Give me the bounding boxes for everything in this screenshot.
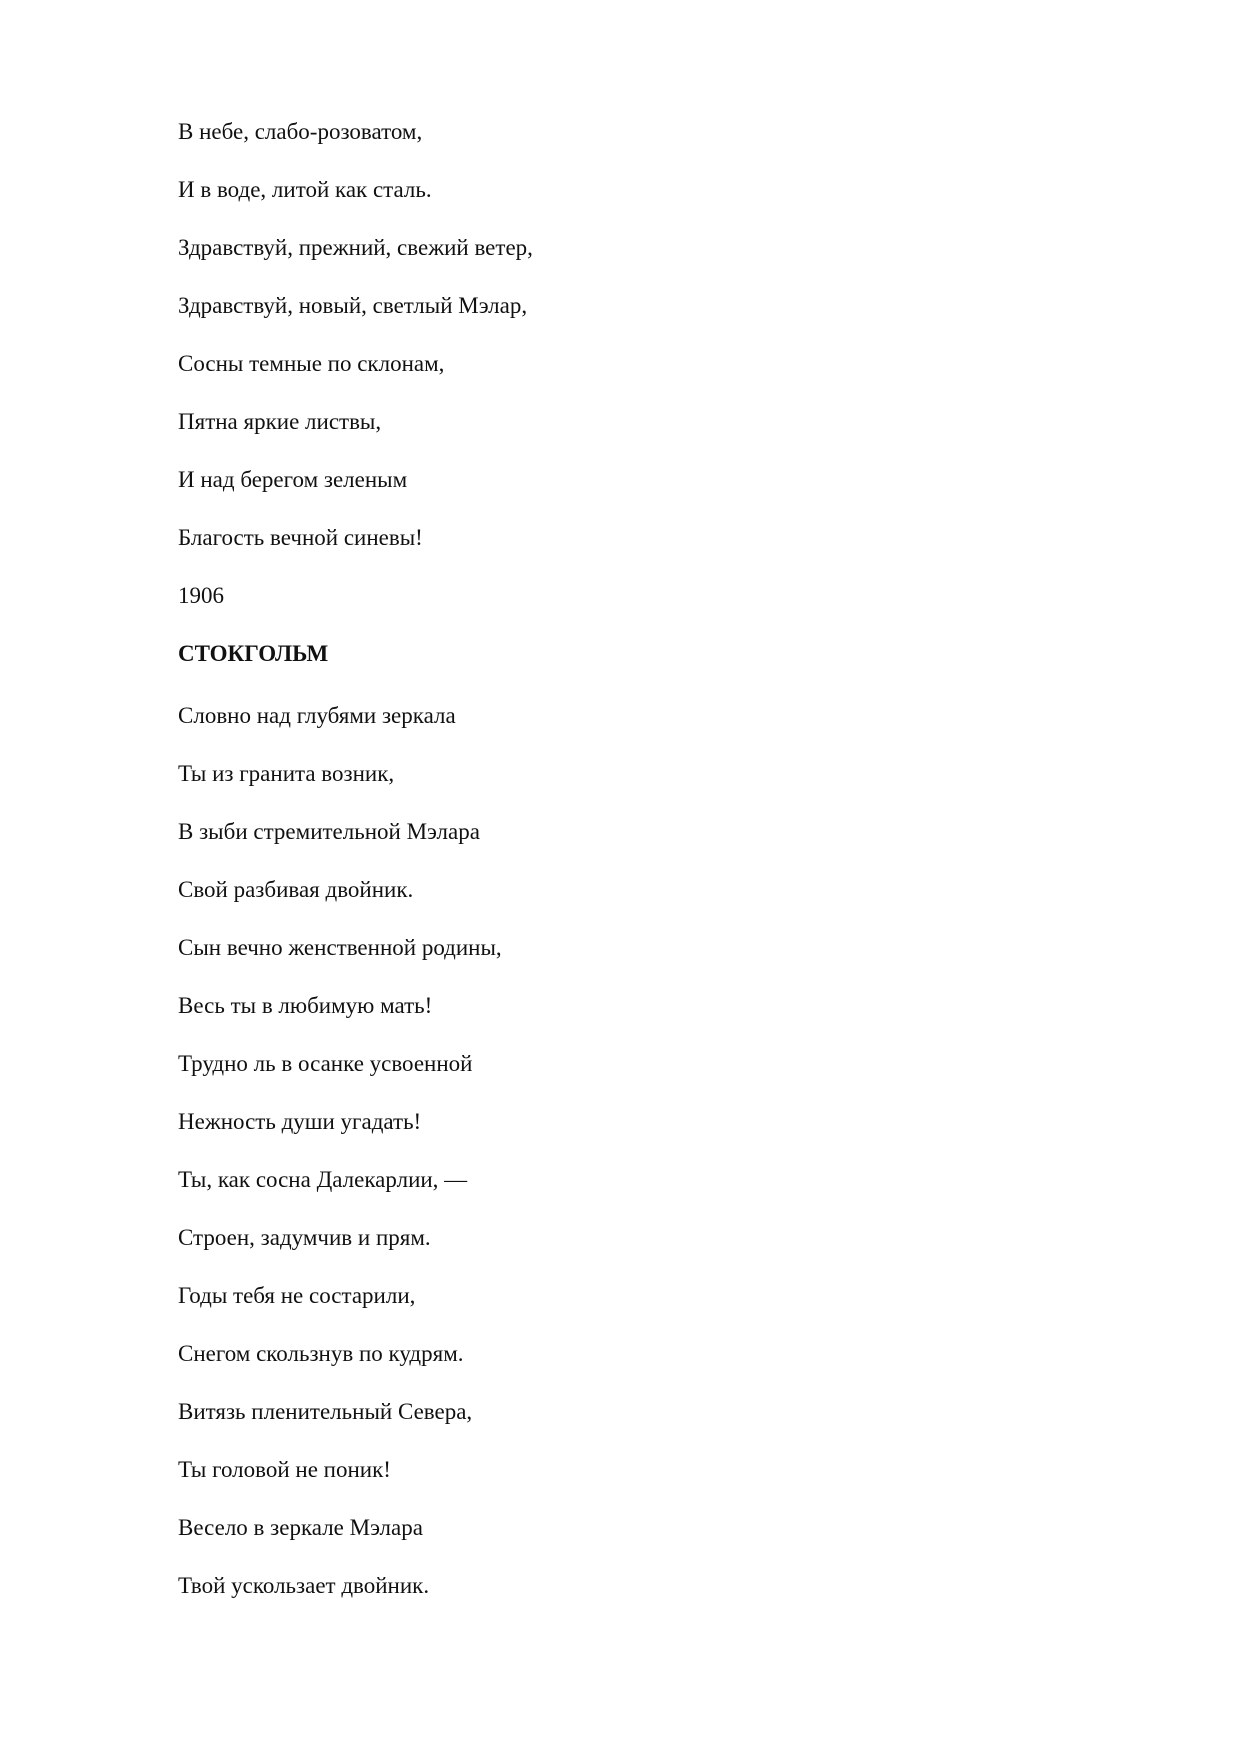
poem-line: Трудно ль в осанке усвоенной <box>178 1051 473 1076</box>
poem-line: И над берегом зеленым <box>178 467 408 492</box>
poem-line: Сын вечно женственной родины, <box>178 935 502 960</box>
poem-line: Сосны темные по склонам, <box>178 351 445 376</box>
poem-line: Снегом скользнув по кудрям. <box>178 1341 464 1366</box>
poem-line: Здравствуй, новый, светлый Мэлар, <box>178 293 528 318</box>
poem-line: Свой разбивая двойник. <box>178 877 414 902</box>
poem-line: Ты, как сосна Далекарлии, — <box>178 1167 468 1192</box>
poem-line: Ты из гранита возник, <box>178 761 395 786</box>
poem-line: Весь ты в любимую мать! <box>178 993 433 1018</box>
poem-line: Пятна яркие листвы, <box>178 409 382 434</box>
poem-line: Твой ускользает двойник. <box>178 1573 430 1598</box>
poem-year: 1906 <box>178 583 224 608</box>
poem-line: Годы тебя не состарили, <box>178 1283 416 1308</box>
poem-line: Нежность души угадать! <box>178 1109 422 1134</box>
poem-line: Словно над глубями зеркала <box>178 703 456 728</box>
poem-line: В небе, слабо-розоватом, <box>178 119 423 144</box>
poem-line: Благость вечной синевы! <box>178 525 423 550</box>
poem-line: И в воде, литой как сталь. <box>178 177 432 202</box>
poem-line: Весело в зеркале Мэлара <box>178 1515 423 1540</box>
poem-line: В зыби стремительной Мэлара <box>178 819 480 844</box>
poem-line: Ты головой не поник! <box>178 1457 391 1482</box>
poem-line: Витязь пленительный Севера, <box>178 1399 473 1424</box>
poem-line: Строен, задумчив и прям. <box>178 1225 431 1250</box>
poem-line: Здравствуй, прежний, свежий ветер, <box>178 235 533 260</box>
poem-title: СТОКГОЛЬМ <box>178 641 329 666</box>
